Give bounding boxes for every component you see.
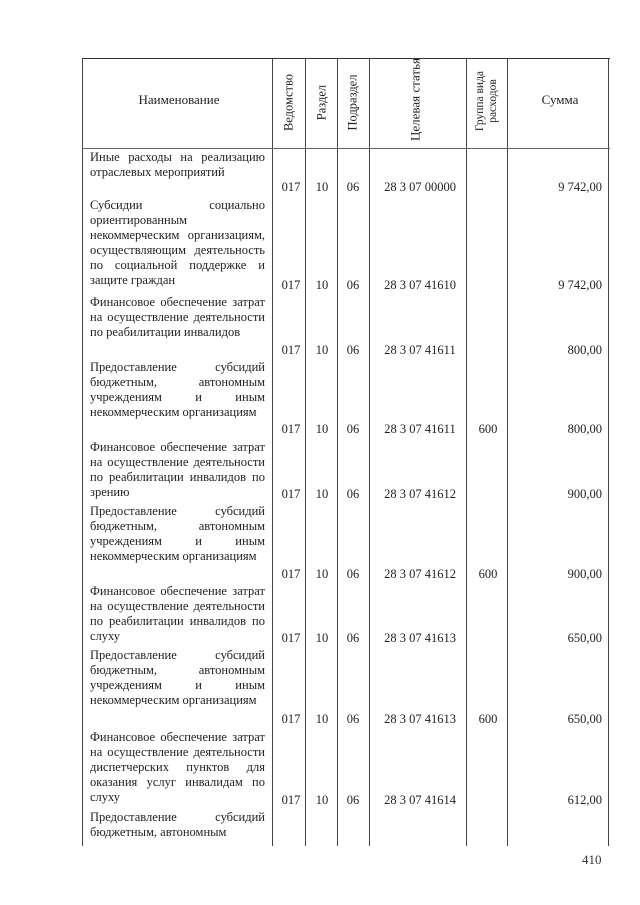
row-razdel: 10 — [315, 180, 329, 194]
grid-line — [608, 58, 609, 846]
grid-line — [466, 58, 467, 846]
grid-line — [337, 58, 338, 846]
row-podrazdel: 06 — [346, 793, 360, 807]
header-gruppa: Группа вида расходов — [474, 70, 499, 132]
row-podrazdel: 06 — [346, 712, 360, 726]
row-podrazdel: 06 — [346, 343, 360, 357]
row-razdel: 10 — [315, 631, 329, 645]
grid-line — [369, 58, 370, 846]
row-description: Субсидии социально ориентированным некоммерческим организациям, осуществляющим деятельность по социальной поддержке и защите граждан — [90, 198, 265, 287]
row-celevaya: 28 3 07 41611 — [384, 343, 456, 357]
row-description: Предоставление субсидий бюджетным, автономным учреждениям и иным некоммерческим организациям — [90, 648, 265, 707]
row-razdel: 10 — [315, 487, 329, 501]
header-celevaya: Целевая статья — [407, 58, 423, 142]
row-summa: 9 742,00 — [558, 278, 602, 292]
row-celevaya: 28 3 07 41613 — [384, 631, 456, 645]
row-summa: 612,00 — [567, 793, 602, 807]
header-podrazdel: Подраздел — [345, 74, 360, 131]
row-vedomstvo: 017 — [281, 567, 301, 581]
header-rule — [82, 148, 610, 149]
grid-line — [507, 58, 508, 846]
row-razdel: 10 — [315, 567, 329, 581]
row-description: Финансовое обеспечение затрат на осуществление деятельности диспетчерских пунктов для оказания услуг инвалидам по слуху — [90, 730, 265, 804]
row-summa: 9 742,00 — [558, 180, 602, 194]
row-vedomstvo: 017 — [281, 793, 301, 807]
row-razdel: 10 — [315, 793, 329, 807]
row-razdel: 10 — [315, 712, 329, 726]
row-celevaya: 28 3 07 41613 — [384, 712, 456, 726]
table-top-rule — [82, 58, 610, 59]
row-razdel: 10 — [315, 422, 329, 436]
row-vedomstvo: 017 — [281, 180, 301, 194]
header-summa: Сумма — [541, 92, 579, 107]
header-name: Наименование — [138, 92, 220, 107]
row-summa: 900,00 — [567, 487, 602, 501]
row-vedomstvo: 017 — [281, 343, 301, 357]
row-description: Финансовое обеспечение затрат на осуществление деятельности по реабилитации инвалидов по слуху — [90, 584, 265, 643]
row-description: Предоставление субсидий бюджетным, автономным учреждениям и иным некоммерческим организациям — [90, 504, 265, 563]
row-vedomstvo: 017 — [281, 631, 301, 645]
row-podrazdel: 06 — [346, 422, 360, 436]
row-celevaya: 28 3 07 41612 — [384, 567, 456, 581]
row-gruppa: 600 — [478, 567, 498, 581]
grid-line — [305, 58, 306, 846]
row-description: Финансовое обеспечение затрат на осуществление деятельности по реабилитации инвалидов — [90, 295, 265, 339]
row-celevaya: 28 3 07 41612 — [384, 487, 456, 501]
row-gruppa: 600 — [478, 712, 498, 726]
page-number: 410 — [582, 852, 602, 867]
row-description: Предоставление субсидий бюджетным, автономным — [90, 810, 265, 839]
row-podrazdel: 06 — [346, 567, 360, 581]
row-gruppa: 600 — [478, 422, 498, 436]
row-summa: 800,00 — [567, 422, 602, 436]
row-celevaya: 28 3 07 41610 — [384, 278, 456, 292]
row-description: Финансовое обеспечение затрат на осуществление деятельности по реабилитации инвалидов по зрению — [90, 440, 265, 499]
row-vedomstvo: 017 — [281, 278, 301, 292]
row-summa: 900,00 — [567, 567, 602, 581]
header-vedomstvo: Ведомство — [281, 73, 296, 132]
row-celevaya: 28 3 07 41611 — [384, 422, 456, 436]
row-podrazdel: 06 — [346, 487, 360, 501]
row-summa: 800,00 — [567, 343, 602, 357]
header-razdel: Раздел — [314, 84, 329, 121]
row-celevaya: 28 3 07 00000 — [384, 180, 456, 194]
row-podrazdel: 06 — [346, 278, 360, 292]
grid-line — [272, 58, 273, 846]
row-description: Предоставление субсидий бюджетным, автономным учреждениям и иным некоммерческим организациям — [90, 360, 265, 419]
row-vedomstvo: 017 — [281, 422, 301, 436]
row-description: Иные расходы на реализацию отраслевых мероприятий — [90, 150, 265, 179]
row-summa: 650,00 — [567, 631, 602, 645]
row-podrazdel: 06 — [346, 180, 360, 194]
row-summa: 650,00 — [567, 712, 602, 726]
row-razdel: 10 — [315, 343, 329, 357]
grid-line — [82, 58, 83, 846]
row-vedomstvo: 017 — [281, 712, 301, 726]
row-vedomstvo: 017 — [281, 487, 301, 501]
row-celevaya: 28 3 07 41614 — [384, 793, 456, 807]
row-razdel: 10 — [315, 278, 329, 292]
row-podrazdel: 06 — [346, 631, 360, 645]
